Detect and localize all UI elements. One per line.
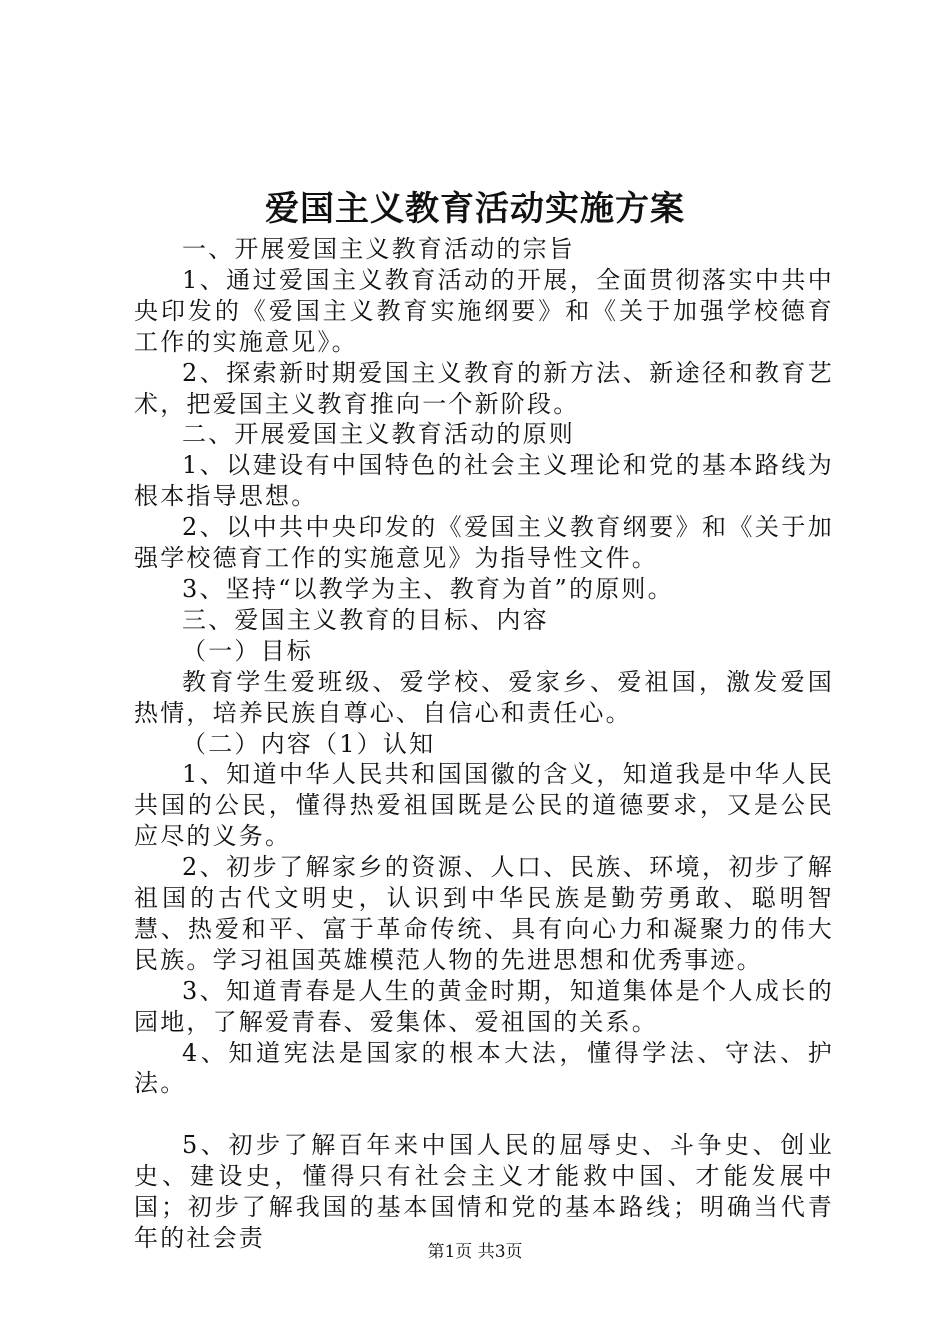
page-indicator: 第1页 共3页 <box>427 1242 523 1262</box>
subheading-goals: （一）目标 <box>182 636 313 665</box>
paragraph-principle-3: 3、坚持“以教学为主、教育为首”的原则。 <box>182 574 674 603</box>
paragraph-purpose-2: 2、探索新时期爱国主义教育的新方法、新途径和教育艺术，把爱国主义教育推向一个新阶段。 <box>134 358 834 418</box>
paragraph-purpose-1: 1、通过爱国主义教育活动的开展，全面贯彻落实中共中央印发的《爱国主义教育实施纲要》和《关于加强学校德育工作的实施意见》。 <box>134 265 834 356</box>
paragraph-content-5: 5、初步了解百年来中国人民的屈辱史、斗争史、创业史、建设史，懂得只有社会主义才能救中国、才能发展中国；初步了解我国的基本国情和党的基本路线；明确当代青年的社会责 <box>134 1131 834 1253</box>
paragraph-content-1: 1、知道中华人民共和国国徽的含义，知道我是中华人民共国的公民，懂得热爱祖国既是公民的道德要求，又是公民应尽的义务。 <box>134 760 834 851</box>
document-title: 爱国主义教育活动实施方案 <box>265 189 685 229</box>
section-heading-purpose: 一、开展爱国主义教育活动的宗旨 <box>182 235 575 263</box>
paragraph-principle-2: 2、以中共中央印发的《爱国主义教育纲要》和《关于加强学校德育工作的实施意见》为指导性文件。 <box>134 513 834 573</box>
subheading-content: （二）内容（1）认知 <box>182 729 436 758</box>
section-heading-principles: 二、开展爱国主义教育活动的原则 <box>182 420 575 449</box>
paragraph-goals: 教育学生爱班级、爱学校、爱家乡、爱祖国，激发爱国热情，培养民族自尊心、自信心和责任心。 <box>134 667 834 727</box>
paragraph-content-2: 2、初步了解家乡的资源、人口、民族、环境，初步了解祖国的古代文明史，认识到中华民族是勤劳勇敢、聪明智慧、热爱和平、富于革命传统、具有向心力和凝聚力的伟大民族。学习祖国英雄模范人物的先进思想和优秀事迹。 <box>134 853 834 974</box>
document-body <box>134 234 834 1254</box>
paragraph-content-4: 4、知道宪法是国家的根本大法，懂得学法、守法、护法。 <box>134 1038 834 1098</box>
paragraph-content-3: 3、知道青春是人生的黄金时期，知道集体是个人成长的园地，了解爱青春、爱集体、爱祖国的关系。 <box>134 976 834 1036</box>
paragraph-principle-1: 1、以建设有中国特色的社会主义理论和党的基本路线为根本指导思想。 <box>134 451 834 511</box>
section-heading-goals-content: 三、爱国主义教育的目标、内容 <box>182 605 549 634</box>
